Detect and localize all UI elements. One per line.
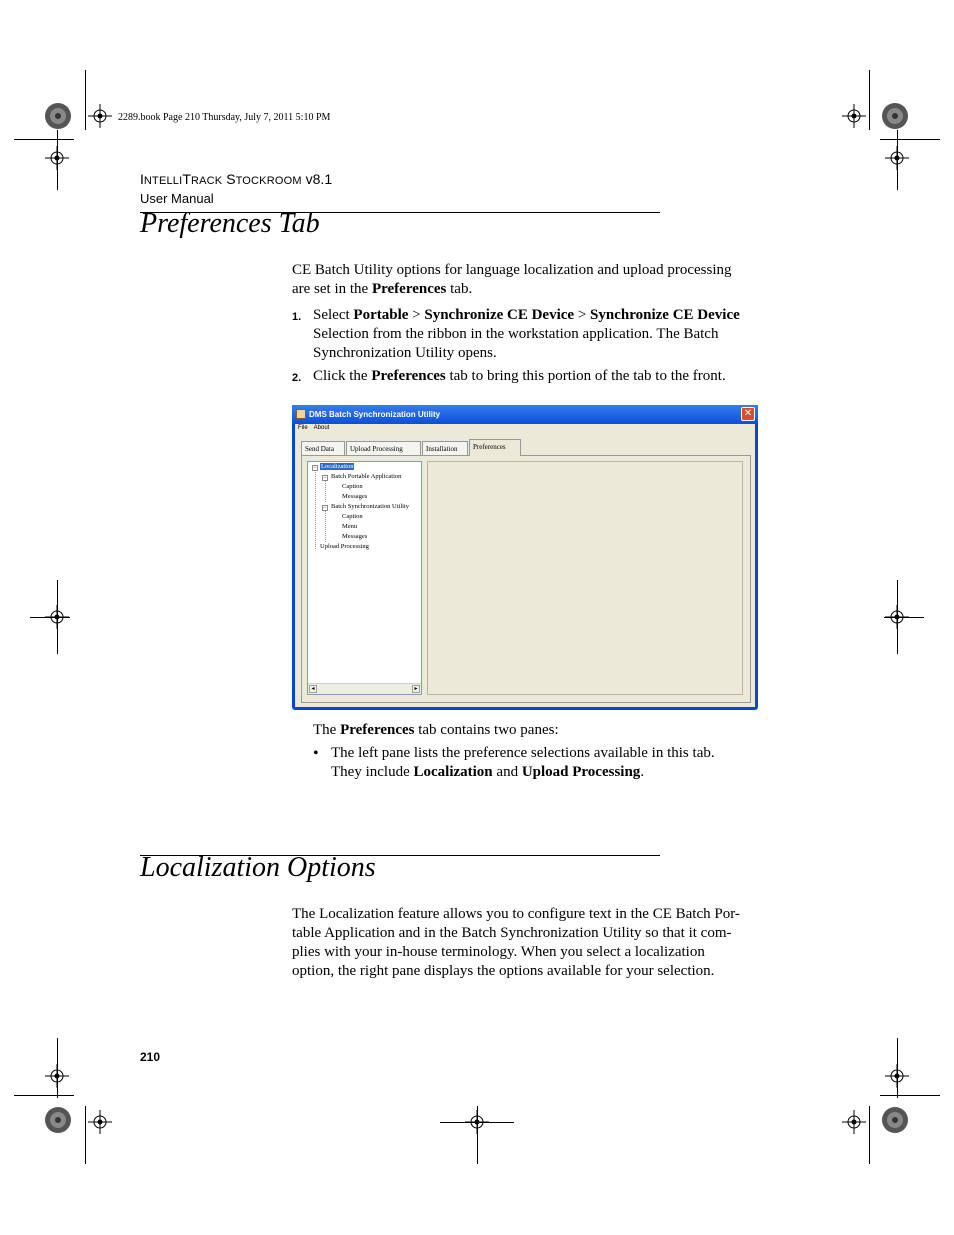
registration-mark-icon <box>45 146 69 170</box>
bullet-icon: • <box>313 745 319 762</box>
registration-mark-icon <box>885 146 909 170</box>
step-2: Click the Preferences tab to bring this portion of the tab to the front. <box>313 368 726 384</box>
registration-mark-icon <box>88 1110 112 1134</box>
registration-mark-icon <box>842 1110 866 1134</box>
scroll-right-icon[interactable]: ▸ <box>412 685 420 693</box>
section-heading: Localization Options <box>140 852 376 883</box>
tree-node-upload-processing[interactable]: Upload Processing <box>320 543 369 550</box>
window-title: DMS Batch Synchronization Utility <box>309 410 441 419</box>
print-slug: 2289.book Page 210 Thursday, July 7, 2011 5:10 PM <box>118 112 331 123</box>
registration-mark-icon <box>45 1064 69 1088</box>
horizontal-scrollbar[interactable] <box>308 683 421 694</box>
step-number: 2. <box>292 372 302 384</box>
registration-mark-icon <box>885 1064 909 1088</box>
close-button[interactable] <box>741 407 755 421</box>
product-name: INTELLITRACK STOCKROOM v8.1 <box>140 171 333 187</box>
color-target-icon <box>881 1106 909 1134</box>
app-icon <box>296 409 306 419</box>
tree-node-messages[interactable]: Messages <box>342 493 368 500</box>
tree-node-menu[interactable]: Menu <box>342 523 358 530</box>
tab-upload-processing[interactable]: Upload Processing <box>346 441 421 455</box>
step-1: Select Portable > Synchronize CE Device > Synchronize CE Device Selection from the ribbon in the workstation application. The Batch Synchronization Utility opens. <box>313 307 740 361</box>
tree-node-batch-portable[interactable]: Batch Portable Application <box>331 473 402 480</box>
menu-file[interactable]: File <box>298 425 308 431</box>
tree-node-batch-sync[interactable]: Batch Synchronization Utility <box>331 503 409 510</box>
window-titlebar[interactable] <box>292 405 758 424</box>
step-number: 1. <box>292 311 302 323</box>
color-target-icon <box>881 102 909 130</box>
tree-node-caption[interactable]: Caption <box>342 513 363 520</box>
registration-mark-icon <box>88 104 112 128</box>
collapse-icon[interactable]: − <box>323 475 327 481</box>
options-pane <box>427 461 743 695</box>
window-client <box>295 424 755 707</box>
tab-installation[interactable]: Installation <box>422 441 468 455</box>
preferences-tree-pane[interactable] <box>307 461 422 695</box>
bullet-item: The left pane lists the preference selections available in this tab. They include Localization and Upload Processing. <box>331 745 715 780</box>
tab-preferences[interactable]: Preferences <box>469 439 521 456</box>
tree-node-localization[interactable]: Localization <box>321 463 354 470</box>
section-heading: Preferences Tab <box>140 208 320 239</box>
menu-about[interactable]: About <box>313 425 330 431</box>
color-target-icon <box>44 1106 72 1134</box>
color-target-icon <box>44 102 72 130</box>
manual-subtitle: User Manual <box>140 191 214 206</box>
tab-send-data[interactable]: Send Data <box>301 441 345 455</box>
registration-mark-icon <box>465 1110 489 1134</box>
localization-paragraph: The Localization feature allows you to configure text in the CE Batch Por- table Application and in the Batch Synchronization Utility so that it com- plies with your in-house terminology. When you select a localization option, the right pane displays the options available for your selection. <box>292 906 740 979</box>
page-number: 210 <box>140 1050 161 1064</box>
tree-node-messages[interactable]: Messages <box>342 533 368 540</box>
scroll-left-icon[interactable]: ◂ <box>309 685 317 693</box>
tree-node-caption[interactable]: Caption <box>342 483 363 490</box>
intro-paragraph: CE Batch Utility options for language localization and upload processing are set in the Preferences tab. <box>292 262 732 297</box>
preferences-panel <box>301 455 751 703</box>
panes-intro: The Preferences tab contains two panes: <box>313 722 559 738</box>
menu-bar <box>298 425 335 431</box>
batch-sync-window <box>292 405 758 710</box>
running-head <box>140 171 332 207</box>
collapse-icon[interactable]: − <box>323 505 327 511</box>
registration-mark-icon <box>842 104 866 128</box>
close-icon: ✕ <box>743 408 753 419</box>
collapse-icon[interactable]: − <box>313 465 317 471</box>
